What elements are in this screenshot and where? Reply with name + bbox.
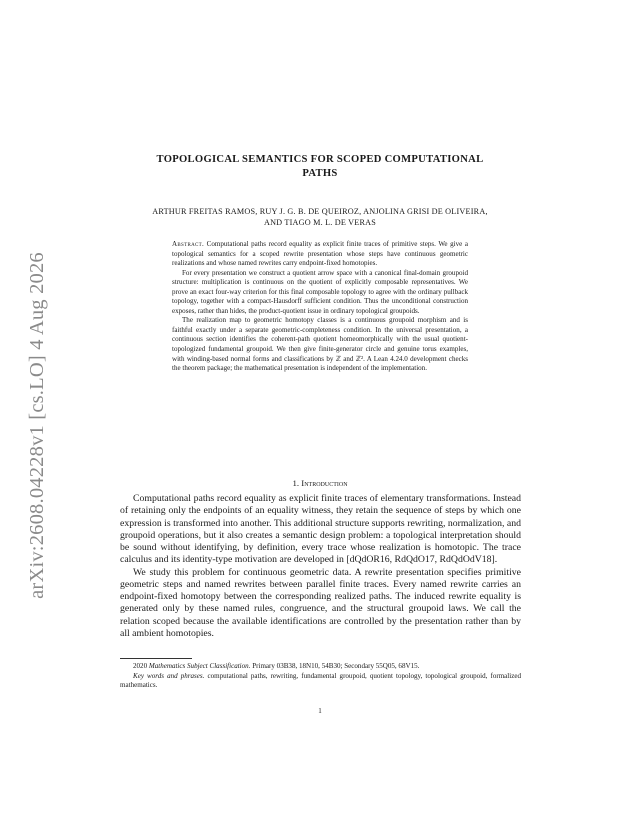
abstract-paragraph-1 — [172, 240, 468, 269]
footnote-msc-codes: Primary 03B38, 18N10, 54B30; Secondary 55Q05, 68V15. — [252, 662, 420, 670]
arxiv-identifier-stamp — [22, 195, 52, 655]
abstract-paragraph-1-text: Computational paths record equality as explicit finite traces of primitive steps. We give a topological semantics for a scoped rewrite presentation whose steps have continuous geometric realizations and whose named rewrites carry endpoint-fixed homotopies. — [172, 240, 468, 268]
paper-authors — [118, 206, 522, 228]
page-number: 1 — [318, 707, 322, 715]
abstract-paragraph-3: The realization map to geometric homotopy classes is a continuous groupoid morphism and is faithful exactly under a separate geometric-completeness condition. In the universal presentation, a continuous section identifies the coherent-path quotient homeomorphically with the usual quotient-topologized fundamental groupoid. We then give finite-generator circle and genuine torus examples, with winding-based normal forms and classifications by ℤ and ℤ². A Lean 4.24.0 development checks the theorem package; the mathematical presentation is independent of the implementation. — [172, 316, 468, 373]
footnote-keywords — [120, 672, 521, 691]
abstract-paragraph-2: For every presentation we construct a quotient arrow space with a canonical final-domain groupoid structure: multiplication is continuous on the quotient of explicitly composable representatives. We prove an exact four-way criterion for this final composable topology to agree with the ordinary pullback topology, together with a compact-Hausdorff sufficient condition. Thus the unconditional construction exposes, rather than hides, the product-quotient issue in ordinary topological groupoids. — [172, 268, 468, 315]
paper-authors-line-2: AND TIAGO M. L. DE VERAS — [263, 218, 377, 227]
footnote-keywords-text: computational paths, rewriting, fundamental groupoid, quotient topology, topological groupoid, formalized mathematics. — [120, 671, 521, 689]
footnotes — [120, 662, 521, 691]
section-heading — [110, 478, 530, 489]
body-paragraph-2: We study this problem for continuous geometric data. A rewrite presentation specifies primitive geometric steps and named rewrites between parallel finite traces. Every named rewrite carries an endpoint-fixed homotopy between the corresponding realized paths. The induced rewrite equality is generated only by these named rules, congruence, and the structural groupoid laws. We call the relation scoped because the available identifications are controlled by the presentation rather than by all ambient homotopies. — [120, 566, 521, 639]
footnote-keywords-label: Key words and phrases. — [133, 671, 205, 680]
footnote-msc — [120, 662, 521, 672]
paper-title-line-1: TOPOLOGICAL SEMANTICS FOR SCOPED COMPUTATIONAL — [156, 154, 484, 165]
paper-title-line-2: PATHS — [302, 168, 338, 179]
footnote-msc-year: 2020 — [133, 662, 148, 670]
paper-title — [110, 153, 530, 181]
body-paragraph-1: Computational paths record equality as explicit finite traces of elementary transformations. Instead of retaining only the endpoints of an equality witness, they retain the sequence of steps by which one expression is transformed into another. This additional structure supports rewriting, normalization, and groupoid operations, but it also creates a semantic design problem: a topological interpretation should be sound without identifying, by definition, every trace whose realization is homotopic. The trace calculus and its identity-type motivation are developed in [dQdOR16, RdQdO17, RdQdOdV18]. — [120, 493, 521, 566]
footnote-divider — [120, 658, 192, 659]
arxiv-identifier-text: arXiv:2608.04228v1 [cs.LO] 4 Aug 2026 — [25, 251, 48, 599]
footnote-msc-label: Mathematics Subject Classification. — [148, 662, 251, 670]
paper-authors-line-1: ARTHUR FREITAS RAMOS, RUY J. G. B. DE QUEIROZ, ANJOLINA GRISI DE OLIVEIRA, — [152, 207, 488, 216]
section-number: 1. — [292, 478, 300, 488]
abstract-label: Abstract. — [172, 240, 205, 248]
abstract — [172, 240, 468, 374]
introduction-body — [120, 493, 521, 640]
section-title: Introduction — [301, 478, 348, 488]
